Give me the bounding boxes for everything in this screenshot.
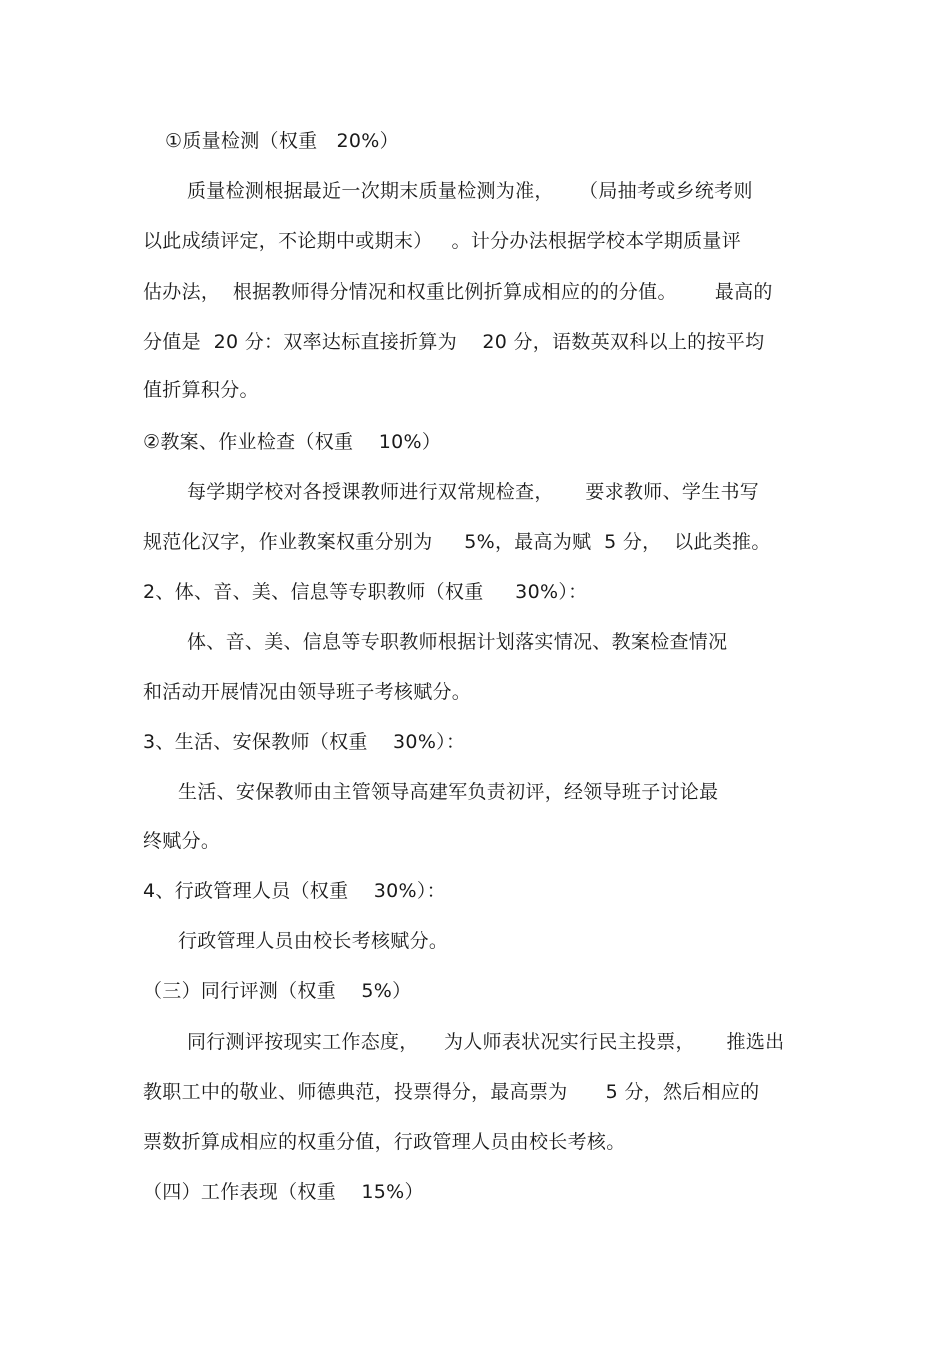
paragraph-line: 规范化汉字，作业教案权重分别为 5%，最高为赋 5 分， 以此类推。 xyxy=(143,531,771,553)
paragraph-line: 质量检测根据最近一次期末质量检测为准， （局抽考或乡统考则 xyxy=(187,180,753,202)
heading-peer-review: （三）同行评测（权重 5%） xyxy=(143,980,412,1002)
paragraph-line: 以此成绩评定，不论期中或期末） 。计分办法根据学校本学期质量评 xyxy=(143,230,742,252)
paragraph-line: 终赋分。 xyxy=(143,830,221,852)
heading-work-performance: （四）工作表现（权重 15%） xyxy=(143,1181,424,1203)
heading-lesson-plan-check: ②教案、作业检查（权重 10%） xyxy=(143,431,442,453)
paragraph-line: 教职工中的敬业、师德典范，投票得分，最高票为 5 分，然后相应的 xyxy=(143,1081,760,1103)
paragraph-line: 每学期学校对各授课教师进行双常规检查， 要求教师、学生书写 xyxy=(187,481,760,503)
heading-life-security-teachers: 3、生活、安保教师（权重 30%）： xyxy=(143,731,466,753)
paragraph-line: 同行测评按现实工作态度， 为人师表状况实行民主投票， 推选出 xyxy=(187,1031,785,1053)
heading-admin-staff: 4、行政管理人员（权重 30%）： xyxy=(143,880,446,902)
paragraph-line: 分值是 20 分：双率达标直接折算为 20 分，语数英双科以上的按平均 xyxy=(143,331,765,353)
heading-specialist-teachers: 2、体、音、美、信息等专职教师（权重 30%）： xyxy=(143,581,588,603)
paragraph-line: 估办法， 根据教师得分情况和权重比例折算成相应的的分值。 最高的 xyxy=(143,281,773,303)
paragraph-line: 和活动开展情况由领导班子考核赋分。 xyxy=(143,681,472,703)
paragraph-line: 票数折算成相应的权重分值，行政管理人员由校长考核。 xyxy=(143,1131,626,1153)
paragraph-line: 值折算积分。 xyxy=(143,379,259,401)
paragraph-line: 体、音、美、信息等专职教师根据计划落实情况、教案检查情况 xyxy=(187,631,728,653)
heading-quality-inspection: ①质量检测（权重 20%） xyxy=(165,130,399,152)
paragraph-line: 生活、安保教师由主管领导高建军负责初评，经领导班子讨论最 xyxy=(178,781,719,803)
paragraph-line: 行政管理人员由校长考核赋分。 xyxy=(178,930,449,952)
